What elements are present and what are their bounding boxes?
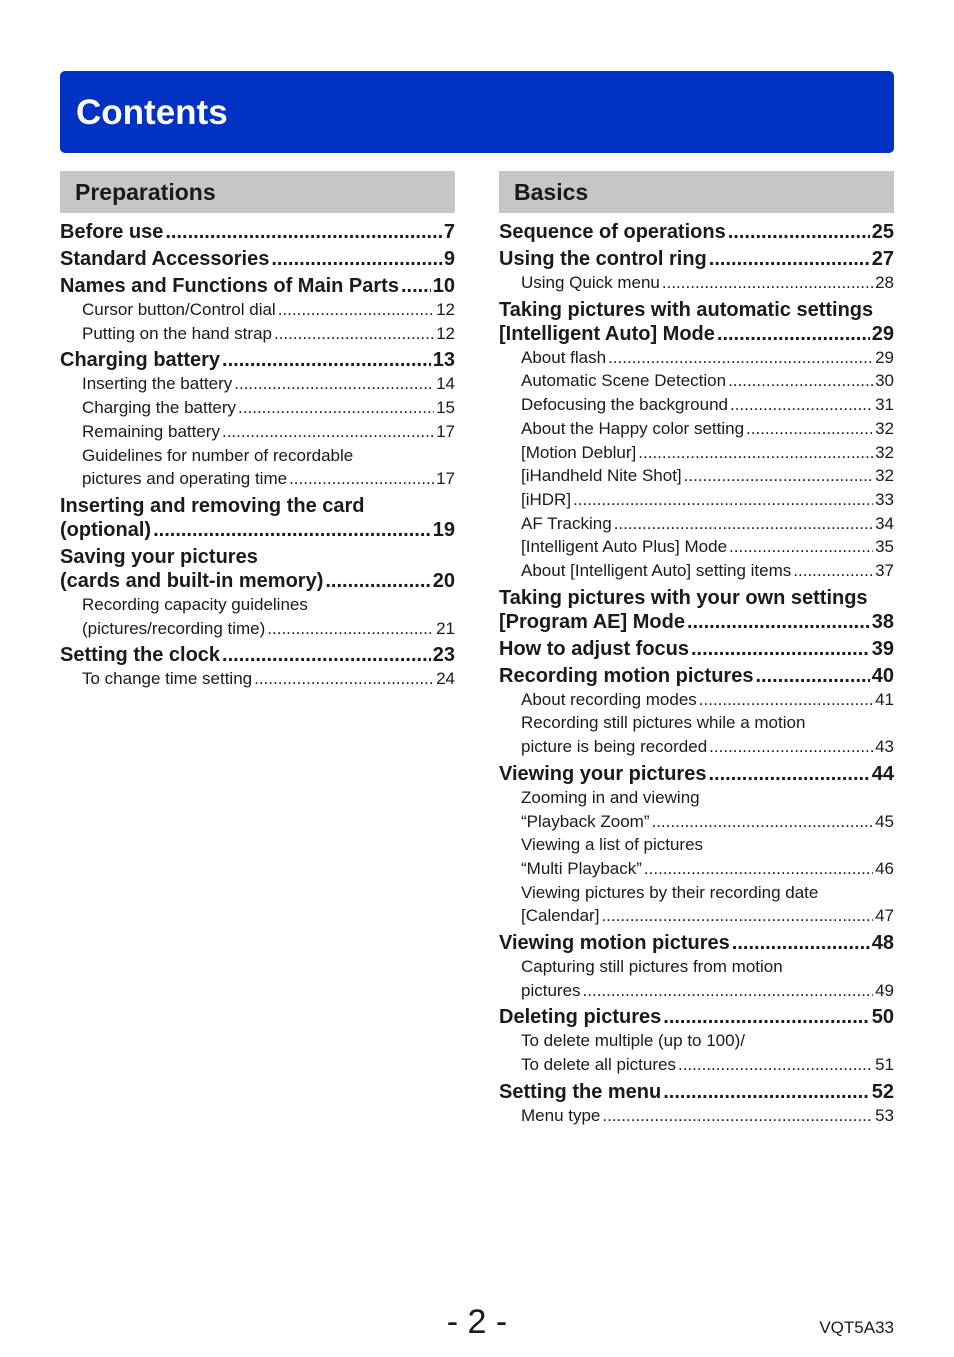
dot-leader bbox=[651, 810, 873, 834]
toc-entry-title: Charging battery bbox=[60, 349, 221, 372]
toc-subentry[interactable] bbox=[499, 904, 894, 928]
toc-entry[interactable] bbox=[499, 247, 894, 271]
toc-subentry[interactable] bbox=[499, 559, 894, 583]
toc-entry-title: Recording capacity guidelines bbox=[82, 594, 308, 614]
toc-entry-title: Zooming in and viewing bbox=[521, 787, 700, 807]
toc-entry-title: “Multi Playback” bbox=[521, 858, 642, 878]
toc-subentry[interactable] bbox=[499, 369, 894, 393]
toc-entry-title: Deleting pictures bbox=[499, 1006, 662, 1029]
toc-page-number: 30 bbox=[875, 371, 894, 391]
toc-page-number: 7 bbox=[443, 221, 455, 243]
toc-subentry[interactable] bbox=[499, 735, 894, 759]
toc-entry-title: picture is being recorded bbox=[521, 737, 708, 757]
toc-list-preparations bbox=[60, 220, 455, 691]
contents-banner bbox=[60, 71, 894, 153]
toc-entry bbox=[60, 494, 455, 518]
toc-page-number: 15 bbox=[436, 398, 455, 418]
toc-page-number: 32 bbox=[875, 418, 894, 438]
toc-subentry bbox=[499, 711, 894, 735]
dot-leader bbox=[583, 979, 874, 1003]
toc-subentry[interactable] bbox=[499, 810, 894, 834]
dot-leader bbox=[289, 467, 434, 491]
toc-page-number: 38 bbox=[871, 610, 894, 633]
toc-page-number: 9 bbox=[443, 248, 455, 270]
toc-entry[interactable] bbox=[499, 1080, 894, 1104]
toc-page-number: 48 bbox=[871, 932, 894, 955]
toc-page-number: 44 bbox=[871, 762, 894, 785]
toc-page-number: 33 bbox=[875, 489, 894, 509]
toc-entry-title: Recording motion pictures bbox=[499, 664, 754, 687]
toc-page-number: 20 bbox=[432, 569, 455, 592]
dot-leader bbox=[709, 247, 870, 271]
toc-subentry bbox=[499, 833, 894, 857]
toc-page-number: 46 bbox=[875, 858, 894, 878]
toc-entry-title: (pictures/recording time) bbox=[82, 618, 266, 638]
toc-entry[interactable] bbox=[60, 518, 455, 542]
toc-entry-title: Menu type bbox=[521, 1105, 601, 1125]
document-code: VQT5A33 bbox=[819, 1318, 894, 1337]
dot-leader bbox=[699, 688, 873, 712]
section-title: Preparations bbox=[75, 179, 216, 205]
section-header-preparations bbox=[60, 171, 455, 213]
toc-entry-title: [Motion Deblur] bbox=[521, 442, 637, 462]
toc-page-number: 49 bbox=[875, 980, 894, 1000]
toc-entry[interactable] bbox=[499, 220, 894, 244]
toc-page-number: 41 bbox=[875, 689, 894, 709]
toc-entry-title: Viewing a list of pictures bbox=[521, 835, 704, 855]
toc-entry-title: [iHandheld Nite Shot] bbox=[521, 466, 682, 486]
toc-entry-title: How to adjust focus bbox=[499, 637, 689, 660]
toc-page-number: 25 bbox=[871, 221, 894, 243]
toc-subentry[interactable] bbox=[499, 488, 894, 512]
toc-page-number: 51 bbox=[875, 1055, 894, 1075]
toc-page-number: 53 bbox=[875, 1105, 894, 1125]
toc-entry-title: Taking pictures with automatic settings bbox=[499, 298, 874, 321]
toc-page-number: 21 bbox=[436, 618, 455, 638]
toc-page-number: 13 bbox=[432, 349, 455, 372]
toc-page-number: 14 bbox=[436, 374, 455, 394]
dot-leader bbox=[717, 322, 870, 346]
toc-entry bbox=[499, 298, 894, 322]
dot-leader bbox=[708, 762, 869, 786]
dot-leader bbox=[614, 512, 873, 536]
dot-leader bbox=[271, 247, 442, 271]
toc-page-number: 10 bbox=[432, 275, 455, 297]
page-number: - 2 - bbox=[446, 1303, 508, 1341]
toc-page-number: 29 bbox=[871, 322, 894, 345]
dot-leader bbox=[728, 220, 870, 244]
toc-entry-title: Charging the battery bbox=[82, 398, 237, 418]
dot-leader bbox=[691, 637, 870, 661]
dot-leader bbox=[678, 1053, 873, 1077]
toc-entry-title: Sequence of operations bbox=[499, 221, 726, 243]
basics-column bbox=[499, 171, 894, 1128]
toc-entry-title: Using Quick menu bbox=[521, 273, 660, 292]
dot-leader bbox=[165, 220, 442, 244]
toc-entry-title: [iHDR] bbox=[521, 489, 572, 509]
toc-entry-title: Cursor button/Control dial bbox=[82, 300, 276, 319]
toc-subentry[interactable] bbox=[499, 1104, 894, 1128]
toc-entry-title: Guidelines for number of recordable bbox=[82, 445, 354, 465]
toc-subentry[interactable] bbox=[499, 393, 894, 417]
toc-entry-title: Before use bbox=[60, 221, 164, 243]
toc-entry-title: Viewing your pictures bbox=[499, 762, 707, 785]
toc-entry[interactable] bbox=[499, 637, 894, 661]
toc-page-number: 40 bbox=[871, 664, 894, 687]
section-header-basics bbox=[499, 171, 894, 213]
dot-leader bbox=[793, 559, 873, 583]
toc-entry-title: Defocusing the background bbox=[521, 395, 728, 415]
toc-entry-title: Saving your pictures bbox=[60, 545, 258, 568]
toc-entry-title: Putting on the hand strap bbox=[82, 323, 272, 343]
toc-entry-title: Automatic Scene Detection bbox=[521, 371, 727, 391]
toc-subentry[interactable] bbox=[499, 417, 894, 441]
toc-subentry[interactable] bbox=[60, 396, 455, 420]
toc-subentry[interactable] bbox=[499, 857, 894, 881]
toc-list-basics bbox=[499, 220, 894, 1128]
toc-subentry[interactable] bbox=[499, 1053, 894, 1077]
toc-entry-title: About recording modes bbox=[521, 689, 697, 709]
toc-entry-title: Names and Functions of Main Parts bbox=[60, 275, 399, 297]
toc-entry-title: Standard Accessories bbox=[60, 248, 270, 270]
toc-entry-title: To delete multiple (up to 100)/ bbox=[521, 1031, 745, 1051]
toc-entry-title: Inserting and removing the card bbox=[60, 494, 365, 517]
toc-entry[interactable] bbox=[499, 931, 894, 955]
toc-subentry bbox=[499, 1029, 894, 1053]
toc-subentry bbox=[499, 955, 894, 979]
dot-leader bbox=[684, 464, 873, 488]
toc-entry-title: About the Happy color setting bbox=[521, 418, 745, 438]
toc-entry[interactable] bbox=[499, 1005, 894, 1029]
toc-page-number: 50 bbox=[871, 1006, 894, 1029]
toc-page-number: 23 bbox=[432, 644, 455, 667]
toc-entry-title: Taking pictures with your own settings bbox=[499, 586, 868, 609]
toc-entry[interactable] bbox=[499, 664, 894, 688]
toc-entry-title: About flash bbox=[521, 347, 607, 367]
toc-subentry[interactable] bbox=[60, 617, 455, 641]
dot-leader bbox=[401, 274, 431, 298]
toc-subentry[interactable] bbox=[499, 512, 894, 536]
toc-entry-title: Setting the clock bbox=[60, 644, 221, 667]
toc-page-number: 47 bbox=[875, 906, 894, 926]
toc-page-number: 31 bbox=[875, 395, 894, 415]
toc-page-number: 39 bbox=[871, 637, 894, 660]
dot-leader bbox=[573, 488, 873, 512]
dot-leader bbox=[602, 1104, 873, 1128]
dot-leader bbox=[644, 857, 873, 881]
toc-entry-title: To change time setting bbox=[82, 669, 253, 689]
toc-subentry[interactable] bbox=[499, 535, 894, 559]
toc-entry-title: pictures and operating time bbox=[82, 469, 288, 489]
toc-entry-title: Viewing motion pictures bbox=[499, 932, 730, 955]
toc-entry-title: Remaining battery bbox=[82, 421, 220, 441]
dot-leader bbox=[274, 322, 434, 346]
toc-page-number: 34 bbox=[875, 513, 894, 533]
toc-entry-title: Viewing pictures by their recording date bbox=[521, 882, 819, 902]
toc-subentry bbox=[60, 444, 455, 468]
toc-subentry[interactable] bbox=[499, 464, 894, 488]
dot-leader bbox=[732, 931, 870, 955]
dot-leader bbox=[222, 348, 431, 372]
dot-leader bbox=[746, 417, 873, 441]
toc-page-number: 12 bbox=[436, 300, 455, 319]
toc-page-number: 32 bbox=[875, 442, 894, 462]
toc-entry[interactable] bbox=[60, 247, 455, 271]
toc-entry-title: Setting the menu bbox=[499, 1080, 662, 1103]
toc-page-number: 45 bbox=[875, 811, 894, 831]
toc-entry[interactable] bbox=[60, 274, 455, 298]
toc-entry-title: About [Intelligent Auto] setting items bbox=[521, 561, 792, 581]
toc-subentry[interactable] bbox=[499, 979, 894, 1003]
toc-subentry[interactable] bbox=[60, 372, 455, 396]
dot-leader bbox=[663, 1005, 869, 1029]
toc-page-number: 37 bbox=[875, 561, 894, 581]
dot-leader bbox=[608, 346, 873, 370]
dot-leader bbox=[755, 664, 869, 688]
toc-subentry bbox=[60, 593, 455, 617]
dot-leader bbox=[728, 369, 873, 393]
dot-leader bbox=[709, 735, 873, 759]
toc-entry-title: To delete all pictures bbox=[521, 1055, 676, 1075]
toc-entry[interactable] bbox=[499, 322, 894, 346]
toc-page-number: 43 bbox=[875, 737, 894, 757]
toc-page-number: 19 bbox=[432, 518, 455, 541]
toc-page-number: 24 bbox=[436, 669, 455, 689]
dot-leader bbox=[254, 667, 434, 691]
toc-entry[interactable] bbox=[60, 220, 455, 244]
toc-subentry[interactable] bbox=[499, 271, 894, 295]
dot-leader bbox=[663, 1080, 870, 1104]
toc-page-number: 17 bbox=[436, 421, 455, 441]
toc-page-number: 12 bbox=[436, 323, 455, 343]
page-title: Contents bbox=[76, 93, 228, 132]
toc-entry[interactable] bbox=[60, 643, 455, 667]
toc-subentry[interactable] bbox=[499, 441, 894, 465]
toc-subentry bbox=[499, 881, 894, 905]
toc-subentry bbox=[499, 786, 894, 810]
toc-page-number: 32 bbox=[875, 466, 894, 486]
toc-entry-title: [Intelligent Auto] Mode bbox=[499, 322, 715, 345]
toc-entry bbox=[499, 586, 894, 610]
toc-entry-title: Recording still pictures while a motion bbox=[521, 713, 806, 733]
dot-leader bbox=[730, 393, 873, 417]
toc-page-number: 52 bbox=[871, 1080, 894, 1103]
toc-entry-title: [Intelligent Auto Plus] Mode bbox=[521, 537, 728, 557]
toc-entry-title: [Program AE] Mode bbox=[499, 610, 685, 633]
dot-leader bbox=[278, 298, 434, 322]
toc-entry[interactable] bbox=[499, 762, 894, 786]
toc-page-number: 17 bbox=[436, 469, 455, 489]
section-title: Basics bbox=[514, 179, 589, 205]
toc-entry-title: “Playback Zoom” bbox=[521, 811, 650, 831]
dot-leader bbox=[601, 904, 873, 928]
toc-page-number: 28 bbox=[875, 273, 894, 292]
dot-leader bbox=[638, 441, 873, 465]
toc-page-number: 35 bbox=[875, 537, 894, 557]
toc-entry-title: AF Tracking bbox=[521, 513, 612, 533]
dot-leader bbox=[267, 617, 434, 641]
toc-entry[interactable] bbox=[60, 569, 455, 593]
dot-leader bbox=[687, 610, 870, 634]
toc-subentry[interactable] bbox=[60, 322, 455, 346]
preparations-column bbox=[60, 171, 455, 691]
toc-page-number: 29 bbox=[875, 347, 894, 367]
toc-entry-title: pictures bbox=[521, 980, 581, 1000]
toc-subentry[interactable] bbox=[499, 688, 894, 712]
toc-page-number: 27 bbox=[871, 248, 894, 270]
dot-leader bbox=[662, 271, 873, 295]
dot-leader bbox=[729, 535, 873, 559]
toc-entry-title: (optional) bbox=[60, 518, 152, 541]
toc-subentry[interactable] bbox=[60, 467, 455, 491]
toc-entry-title: Inserting the battery bbox=[82, 374, 233, 394]
toc-entry-title: (cards and built-in memory) bbox=[60, 569, 324, 592]
dot-leader bbox=[222, 420, 434, 444]
dot-leader bbox=[153, 518, 431, 542]
dot-leader bbox=[222, 643, 431, 667]
toc-entry-title: Using the control ring bbox=[499, 248, 707, 270]
toc-entry[interactable] bbox=[60, 348, 455, 372]
toc-subentry[interactable] bbox=[60, 298, 455, 322]
toc-subentry[interactable] bbox=[60, 420, 455, 444]
dot-leader bbox=[234, 372, 434, 396]
dot-leader bbox=[238, 396, 434, 420]
toc-subentry[interactable] bbox=[499, 346, 894, 370]
toc-entry-title: [Calendar] bbox=[521, 906, 600, 926]
toc-entry[interactable] bbox=[499, 610, 894, 634]
toc-entry-title: Capturing still pictures from motion bbox=[521, 957, 783, 977]
toc-subentry[interactable] bbox=[60, 667, 455, 691]
toc-entry bbox=[60, 545, 455, 569]
dot-leader bbox=[325, 569, 430, 593]
